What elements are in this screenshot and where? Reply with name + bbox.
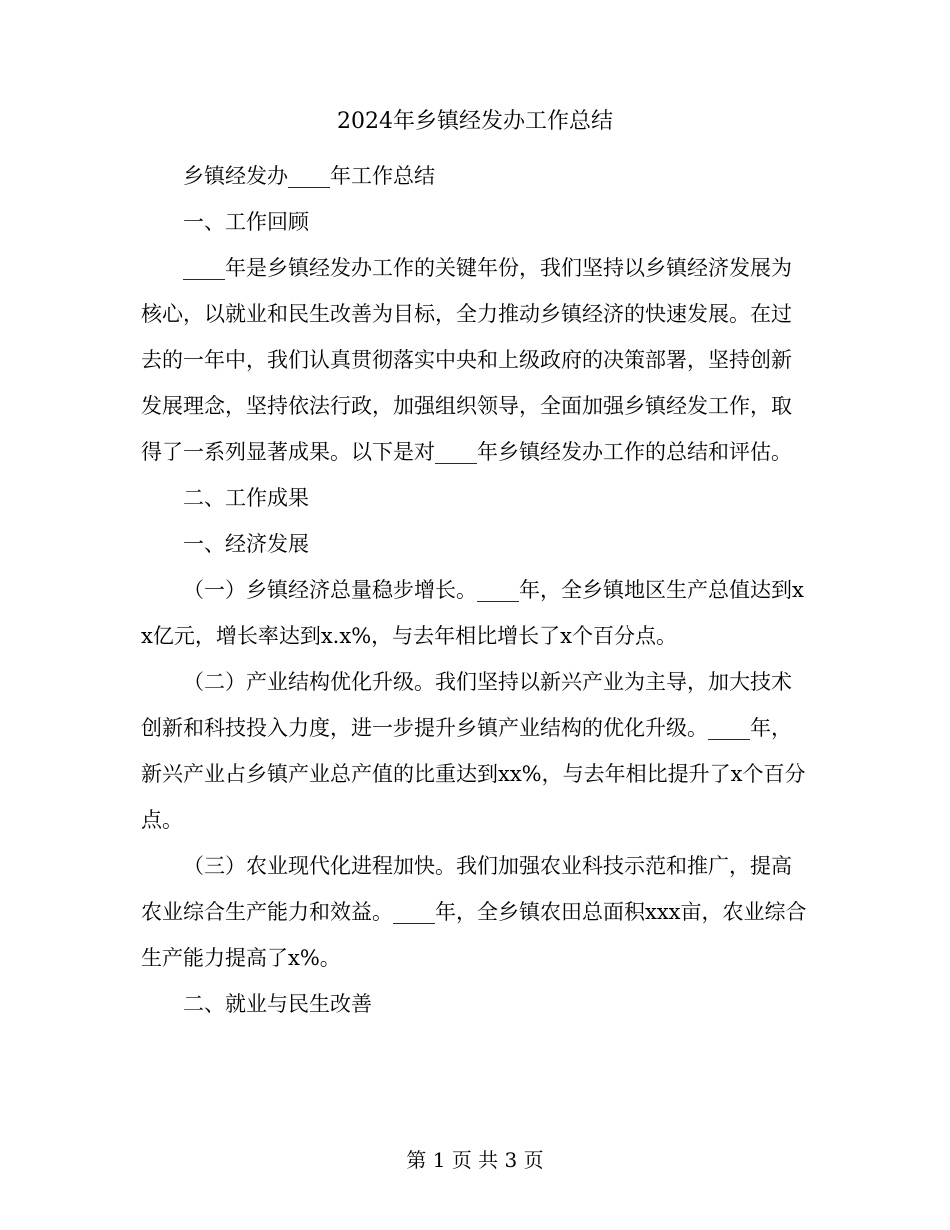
paragraph-work-review: ____年是乡镇经发办工作的关键年份，我们坚持以乡镇经济发展为核心，以就业和民生改善为目标，全力推动乡镇经济的快速发展。在过去的一年中，我们认真贯彻落实中央和上级政府的决策部署，坚持创新发展理念，坚持依法行政，加强组织领导，全面加强乡镇经发工作，取得了一系列显著成果。以下是对____年乡镇经发办工作的总结和评估。 bbox=[141, 256, 792, 464]
paragraph-industry-structure: （二）产业结构优化升级。我们坚持以新兴产业为主导，加大技术创新和科技投入力度，进一步提升乡镇产业结构的优化升级。____年，新兴产业占乡镇产业总产值的比重达到xx%，与去年相比提升了x个百分点。 bbox=[141, 670, 806, 832]
paragraph-economic-growth: （一）乡镇经济总量稳步增长。____年，全乡镇地区生产总值达到xx亿元，增长率达到x.x%，与去年相比增长了x个百分点。 bbox=[141, 578, 804, 648]
document-body bbox=[141, 153, 811, 1027]
page-number-footer: 第 1 页 共 3 页 bbox=[406, 1148, 544, 1172]
paragraph-subtitle: 乡镇经发办____年工作总结 bbox=[183, 164, 435, 188]
paragraph-heading-economic-development: 一、经济发展 bbox=[183, 532, 309, 556]
document-title: 2024年乡镇经发办工作总结 bbox=[337, 109, 613, 134]
paragraph-heading-work-review: 一、工作回顾 bbox=[183, 210, 309, 234]
paragraph-heading-employment: 二、就业与民生改善 bbox=[183, 992, 372, 1016]
paragraph-agriculture: （三）农业现代化进程加快。我们加强农业科技示范和推广，提高农业综合生产能力和效益。____年，全乡镇农田总面积xxx亩，农业综合生产能力提高了x%。 bbox=[141, 854, 807, 970]
paragraph-heading-work-results: 二、工作成果 bbox=[183, 486, 309, 510]
